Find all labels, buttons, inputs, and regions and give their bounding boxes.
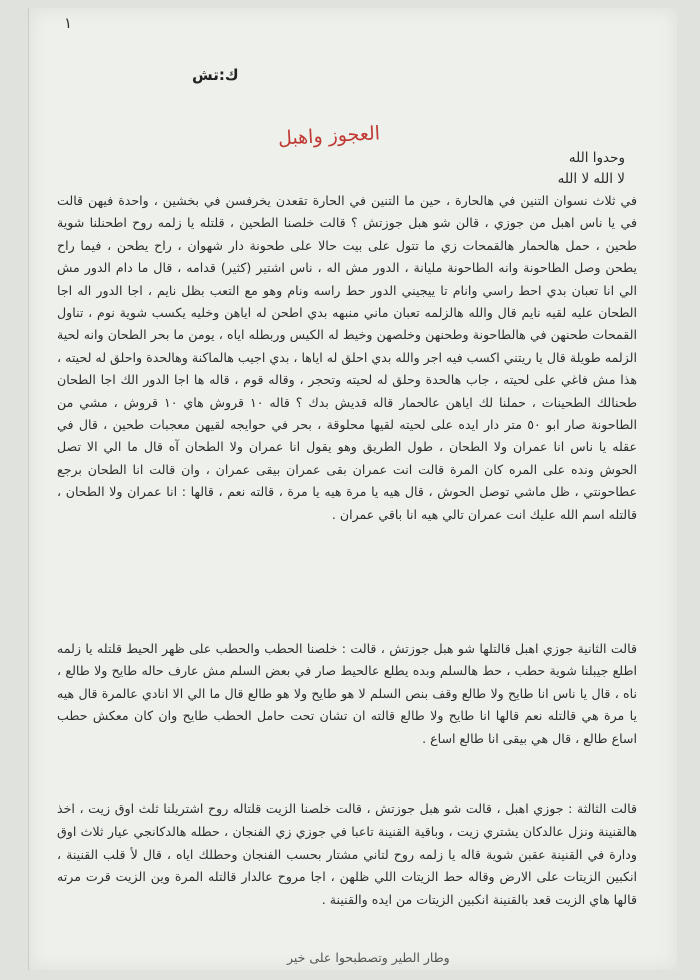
opening-line: وحدوا الله bbox=[568, 150, 625, 166]
page-number: ١ bbox=[64, 14, 73, 32]
story-part-three bbox=[57, 798, 637, 912]
closing-formula: وطار الطير وتصطبحوا على خير bbox=[287, 950, 450, 965]
handwritten-title: العجوز واهبل bbox=[277, 122, 381, 150]
document-page bbox=[28, 8, 677, 970]
opening-line: لا الله لا الله bbox=[557, 171, 625, 187]
story-part-two bbox=[57, 638, 637, 750]
reference-code: ك:تش bbox=[192, 66, 239, 84]
paragraph: قالت الثالثة : جوزي اهبل ، قالت شو هبل جوزتش ، قالت خلصنا الزيت قلتاله روح اشتريلنا ثلث اوق زيت ، اخذ هالقنينة ونزل عالدكان يشتري زيت ، وباقية القنينة تاعبا في جوزي زي الفنجان ، حطله هالدكانجي عيار ثلاث اوق ودارة في القنينة عقبن شوية قاله يا زلمه روح لتاني مشتار بحسب الفنجان وحطلك اياه ، قال لأ قلب القنينة ، انكبين الزيتات على الارض وقاله حط الزيتات اللي ظلهن ، اجا مروح عالدار قالتله المرة وين الزيت قرت مرته قالها هاي الزيت قعد بالقنينة انكبين الزيتات من ايده والقنينة . bbox=[57, 801, 637, 908]
paragraph: في ثلاث نسوان التنين في هالحارة ، حين ما التنين في الحارة تقعدن يخرفسن في بخشين ، واحدة فيهن قالت في يا ناس اهبل من جوزي ، قالن شو هبل جوزتش ؟ قالت خلصنا الطحين ، قلتله يا زلمه روح اطحنلنا شوية طحين ، حمل هالحمار هالقمحات زي ما تتول على بيت حالا على طحونة دار شهوان ، راح يطحن ، فيما راح يطحن وصل الطاحونة وانه الطاحونة مليانة ، الدور مش اله ، ناس اشتير (كثير) قدامه ، قال ما دام الدور مش الي انا تعبان بدي احط راسي وانام تا ييجيني الدور حط راسه ونام وهو مع التعب بظل نايم ، اجا الدور اله اجا الطحان عليه لقيه نايم قال والله هالزلمه تعبان ماني منبهه بدي اطحن له اياهن وخليه يكسب شوية نوم ، تناول القمحات طحنهن في هالطاحونة وطحنهن وخلصهن وخيط له الكيس وربطله اياه ، يومن ما بحر الطحان وانه لحية الزلمه طويلة قال يا ريتني اكسب فيه اجر والله بدي احلق له اياها ، بدي اجيب هالماكنة وهالحدة واحلق له لحيته ، هذا مش فاغي على لحيته ، جاب هالحدة وحلق له لحيته وتحجر ، وقاله قوم ، قاله ها اجا الدور الك اجا الطحان طحنالك الطحينات ، حملنا لك اياهن عالحمار قاله قديش بدك ؟ قاله ١٠ قروش هاي ١٠ قروش ، مشي من الطاحونة صار ابو ٥٠ متر دار ايده على لحيته لقيها محلوقة ، بحر في حوايجه لقيهن معجبات طحين ، قال في عقله يا ناس انا عمران ولا الطحان ، طول الطريق وهو يقول انا عمران ولا الطحان آه قال ما الي الا تصل الحوش ونده على المره كان المرة قالت انت عمران بقى عمران بيقى عمران ، وان قالت انا الطحان برجع عطاحونتي ، ظل ماشي توصل الحوش ، قال هيه يا مرة هيه يا مرة ، قالته نعم ، قالها : انا عمران ولا الطحان ، قالتله اسم الله عليك انت عمران تالي هيه انا باقي عمران . bbox=[57, 193, 638, 522]
opening-formula bbox=[558, 148, 625, 190]
paragraph: قالت الثانية جوزي اهبل قالتلها شو هبل جوزتش ، قالت : خلصنا الحطب والحطب على ظهر الحيط قلتله يا زلمه اطلع جيبلنا شوية حطب ، حط هالسلم وبده يطلع عالحيط صار في بعض السلم مش عارف حاله طايح ولا طالع ، ناه ، قال يا ناس انا طايح ولا طالع وقف بنص السلم لا هو طايح ولا هو طالع قال ما الي الا انادي عالمرة قال هيه يا مرة هي قالتله نعم قالها انا طايح ولا طالع قالته ان تشان تحت حامل الحطب طايح وان كان معكش حطب اساع طالع ، قال هي بيقى انا طالع اساع . bbox=[57, 641, 637, 746]
story-part-one bbox=[57, 190, 637, 526]
